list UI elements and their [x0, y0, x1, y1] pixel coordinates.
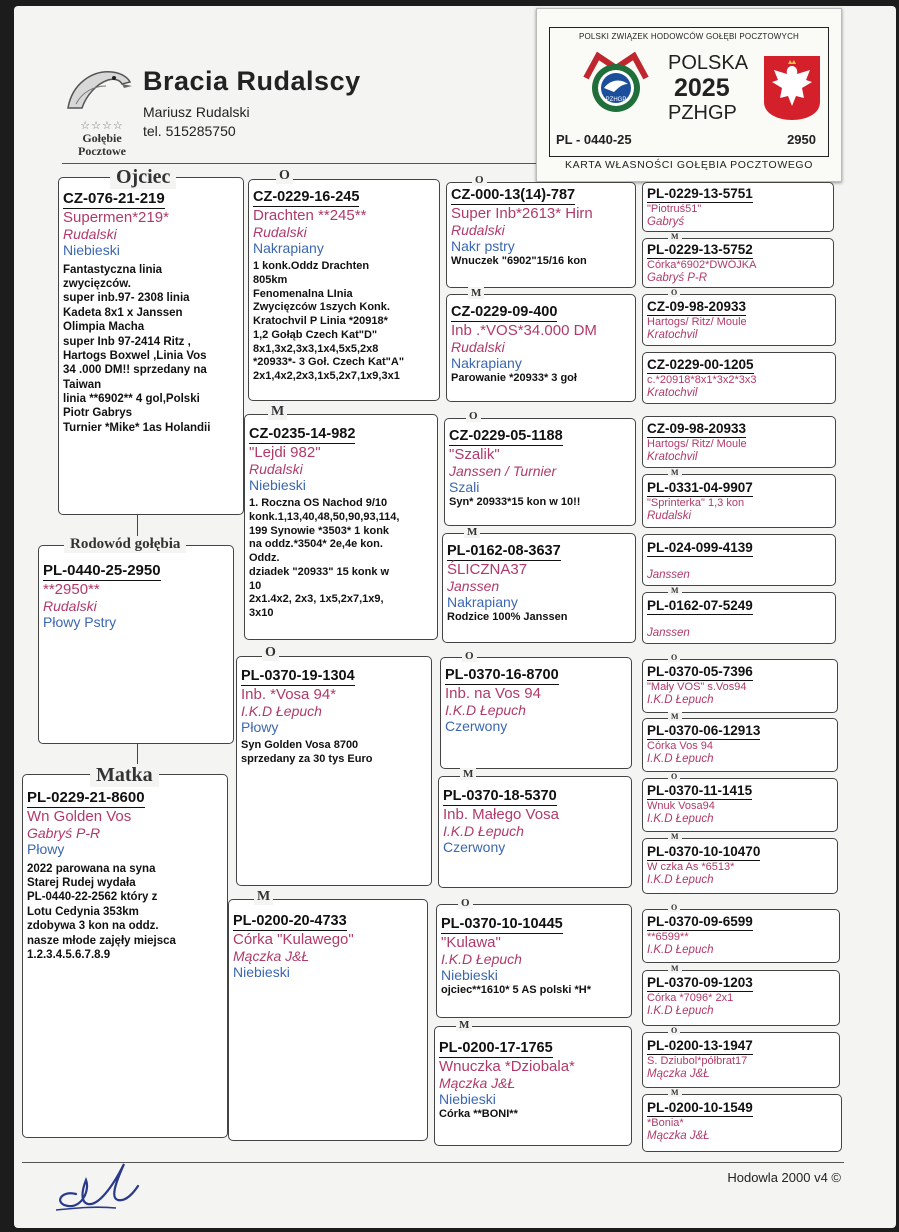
ancestor-gen3-3: [444, 418, 636, 526]
bird-color: Szali: [449, 479, 480, 496]
label-mother: Matka: [90, 764, 159, 787]
bird-name: Supermen*219*: [63, 208, 169, 226]
bird-breeder: Rudalski: [647, 509, 692, 522]
ring-number: PL-0229-13-5751: [647, 186, 753, 201]
sex-marker-m: M: [668, 232, 682, 241]
ancestor-gen4-1: [642, 182, 834, 232]
sex-marker-o: O: [466, 410, 481, 422]
bird-breeder: Janssen / Turnier: [449, 463, 557, 480]
bird-color: Płowy: [241, 719, 279, 736]
card-country: POLSKA: [668, 52, 749, 74]
bird-name: *Bonia*: [647, 1117, 684, 1129]
ring-number: PL-0229-13-5752: [647, 242, 753, 257]
ancestor-gen4-6: [642, 474, 836, 528]
sex-marker-m: M: [668, 712, 682, 721]
bird-breeder: Kratochvil: [647, 386, 698, 399]
bird-breeder: Rudalski: [451, 339, 505, 356]
bird-breeder: Kratochvil: [647, 450, 698, 463]
sex-marker-m: M: [268, 404, 287, 420]
ancestor-gen4-4: [642, 352, 836, 404]
sex-marker-o: O: [668, 772, 680, 781]
bird-color: Niebieski: [439, 1091, 496, 1108]
bird-description: Syn Golden Vosa 8700 sprzedany za 30 tys Euro: [241, 739, 373, 765]
bird-name: Inb .*VOS*34.000 DM: [451, 321, 597, 339]
pigeon-head-icon: [62, 64, 134, 114]
software-credit: Hodowla 2000 v4 ©: [727, 1170, 841, 1185]
label-pedigree: Rodowód gołębia: [64, 536, 186, 553]
ring-number: PL-0370-16-8700: [445, 667, 559, 683]
bird-breeder: Janssen: [647, 569, 690, 581]
sex-marker-m: M: [668, 1088, 682, 1097]
logo-stars: ☆☆☆☆: [80, 120, 124, 132]
ancestor-gen4-2: [642, 238, 834, 288]
ancestor-gen4-14: [642, 970, 840, 1026]
bird-breeder: Gabryś P-R: [647, 271, 708, 284]
sex-marker-o: O: [462, 650, 477, 662]
bird-breeder: I.K.D Łepuch: [647, 752, 714, 765]
ancestor-gen4-9: [642, 659, 838, 713]
ancestor-gen4-15: [642, 1032, 840, 1088]
bird-name: "Sprinterka" 1,3 kon: [647, 497, 745, 509]
bird-name: "Lejdi 982": [249, 443, 321, 461]
ring-number: CZ-0235-14-982: [249, 426, 356, 442]
bird-breeder: I.K.D Łepuch: [647, 1004, 714, 1017]
bird-name: Drachten **245**: [253, 206, 367, 224]
ancestor-gen4-7: [642, 534, 836, 586]
bird-breeder: Rudalski: [451, 222, 505, 239]
sex-marker-m: M: [468, 287, 484, 299]
bird-breeder: I.K.D Łepuch: [647, 943, 714, 956]
bird-description: Wnuczek "6902"15/16 kon: [451, 255, 587, 268]
bird-breeder: Janssen: [647, 627, 690, 639]
bird-name: Wn Golden Vos: [27, 807, 132, 825]
sex-marker-o: O: [668, 653, 680, 662]
footer-divider: [22, 1162, 844, 1163]
ancestor-gen4-16: [642, 1094, 842, 1152]
bird-description: Córka **BONI**: [439, 1108, 518, 1121]
bird-color: Niebieski: [441, 967, 498, 984]
bird-color: Niebieski: [233, 964, 290, 981]
bird-color: Nakr pstry: [451, 238, 515, 255]
ancestor-gen4-10: [642, 718, 838, 772]
ring-number: PL-0370-09-6599: [647, 914, 753, 929]
ring-number: PL-0370-19-1304: [241, 668, 355, 684]
ring-number: PL-0200-17-1765: [439, 1040, 553, 1056]
bird-breeder: Mączka J&Ł: [647, 1129, 710, 1142]
card-org: PZHGP: [668, 102, 737, 124]
bird-name: Córka Vos 94: [647, 740, 714, 752]
bird-name: "Mały VOS" s.Vos94: [647, 681, 747, 693]
bird-name: Córka*6902*DWÓJKA: [647, 259, 757, 271]
ring-number: PL-0200-20-4733: [233, 913, 347, 929]
mother-box: [22, 774, 228, 1138]
bird-name: Hartogs/ Ritz/ Moule: [647, 316, 747, 328]
bird-breeder: Gabryś: [647, 215, 685, 228]
ring-number: CZ-0229-09-400: [451, 304, 558, 320]
bird-name: "Szalik": [449, 445, 500, 463]
svg-text:PZHGP: PZHGP: [605, 97, 627, 103]
bird-name: ŚLICZNA37: [447, 560, 528, 578]
ring-number: PL-0370-11-1415: [647, 783, 753, 798]
ring-number: PL-0162-08-3637: [447, 543, 561, 559]
ancestor-gen3-5: [440, 657, 632, 769]
bird-color: Nakrapiany: [451, 355, 522, 372]
bird-name: c.*20918*8x1*3x2*3x3: [647, 374, 757, 386]
bird-breeder: Mączka J&Ł: [233, 948, 310, 965]
bird-breeder: Rudalski: [253, 224, 307, 241]
bird-name: Hartogs/ Ritz/ Moule: [647, 438, 747, 450]
ring-number: PL-0370-06-12913: [647, 723, 761, 738]
bird-description: 1. Roczna OS Nachod 9/10 konk.1,13,40,48,50,90,93,114, 199 Synowie *3503* 1 konk na oddz.*3504* 2e,4e kon. Oddz. dziadek "20933" 15 konk w 10 2x1.4x2, 2x3, 1x5,2x7,1x9, 3x10: [249, 497, 400, 620]
bird-breeder: I.K.D Łepuch: [445, 702, 526, 719]
bird-breeder: I.K.D Łepuch: [441, 951, 522, 968]
ring-number: CZ-09-98-20933: [647, 421, 747, 436]
pedigree-bird-box: [38, 545, 234, 744]
ownership-card: [536, 8, 842, 182]
ancestor-gen3-7: [436, 904, 632, 1018]
sex-marker-o: O: [458, 897, 473, 909]
ring-number: PL-0440-25-2950: [43, 562, 161, 579]
ring-number: PL-0200-13-1947: [647, 1038, 753, 1053]
bird-breeder: Mączka J&Ł: [439, 1075, 516, 1092]
grandfather-paternal-box: [248, 179, 440, 401]
ring-number: PL-024-099-4139: [647, 540, 753, 555]
grandmother-maternal-box: [228, 899, 428, 1141]
ring-number: CZ-000-13(14)-787: [451, 187, 576, 203]
bird-color: Nakrapiany: [447, 594, 518, 611]
bird-breeder: Rudalski: [63, 225, 117, 242]
bird-breeder: I.K.D Łepuch: [647, 812, 714, 825]
ring-number: PL-0200-10-1549: [647, 1100, 753, 1115]
bird-breeder: Rudalski: [249, 461, 303, 478]
ring-number: PL-0370-10-10470: [647, 844, 761, 859]
bird-breeder: Rudalski: [43, 597, 97, 614]
breeder-person: Mariusz Rudalski: [143, 104, 250, 120]
bird-name: "Kulawa": [441, 933, 501, 951]
bird-breeder: Gabryś P-R: [27, 824, 101, 841]
grandfather-maternal-box: [236, 656, 432, 886]
grandmother-paternal-box: [244, 414, 438, 640]
ancestor-gen4-11: [642, 778, 838, 832]
ancestor-gen3-1: [446, 182, 636, 288]
ring-number: CZ-0229-05-1188: [449, 428, 563, 444]
bird-description: 2022 parowana na syna Starej Rudej wydała PL-0440-22-2562 który z Lotu Cedynia 353km zdobywa 3 kon na oddz. nasze młode zajęły miejsca 1.2.3.4.5.6.7.8.9: [27, 862, 176, 961]
card-number: 2950: [787, 132, 816, 147]
father-box: [58, 177, 244, 515]
bird-breeder: Mączka J&Ł: [647, 1067, 710, 1080]
ring-number: PL-0162-07-5249: [647, 598, 753, 613]
sex-marker-o: O: [668, 288, 680, 297]
bird-name: Wnuk Vosa94: [647, 800, 715, 812]
bird-color: Czerwony: [443, 839, 506, 856]
signature-icon: [46, 1150, 142, 1216]
ring-number: PL-0370-10-10445: [441, 916, 563, 932]
sex-marker-o: O: [668, 903, 680, 912]
bird-breeder: I.K.D Łepuch: [443, 823, 524, 840]
bird-color: Płowy: [27, 840, 65, 857]
ring-number: PL-0331-04-9907: [647, 480, 753, 495]
ring-number: CZ-0229-16-245: [253, 189, 360, 205]
bird-name: Inb. Małego Vosa: [443, 805, 559, 823]
ancestor-gen4-5: [642, 416, 836, 468]
sex-marker-m: M: [668, 468, 682, 477]
bird-name: "Piotruś51": [647, 203, 702, 215]
sex-marker-m: M: [456, 1019, 472, 1031]
bird-breeder: I.K.D Łepuch: [647, 693, 714, 706]
bird-color: Niebieski: [63, 241, 120, 258]
bird-description: Fantastyczna linia zwycięzców. super inb.97- 2308 linia Kadeta 8x1 x Janssen Olimpia Macha super Inb 97-2414 Ritz , Hartogs Boxwel ,Linia Vos 34 .000 DM!! sprzedany na Taiwan linia **6902** 4 gol,Polski Piotr Gabrys Turnier *Mike* 1as Holandii: [63, 263, 211, 434]
bird-name: Inb. *Vosa 94*: [241, 685, 337, 703]
bird-name: Wnuczka *Dziobala*: [439, 1057, 575, 1075]
ring-number: CZ-076-21-219: [63, 190, 165, 207]
sex-marker-m: M: [254, 889, 273, 905]
bird-breeder: I.K.D Łepuch: [241, 703, 322, 720]
breeder-phone: tel. 515285750: [143, 123, 236, 139]
ancestor-gen4-12: [642, 838, 838, 894]
bird-name: **6599**: [647, 931, 689, 943]
bird-description: 1 konk.Oddz Drachten 805km Fenomenalna LInia Zwycięzców 1szych Konk. Kratochvil P Linia *20918* 1,2 Gołąb Czech Kat"D" 8x1,3x2,3x3,1x4,5x5,2x8 *20933*- 3 Goł. Czech Kat"A" 2x1,4x2,2x3,1x5,2x7,1x9,3x1: [253, 260, 405, 383]
bird-color: Niebieski: [249, 477, 306, 494]
bird-name: **2950**: [43, 580, 100, 598]
sex-marker-m: M: [668, 964, 682, 973]
ring-number: PL-0370-09-1203: [647, 975, 753, 990]
bird-description: Rodzice 100% Janssen: [447, 611, 568, 624]
sex-marker-o: O: [472, 174, 487, 186]
bird-name: S. Dziubol*półbrat17: [647, 1055, 748, 1067]
card-association: POLSKI ZWIĄZEK HODOWCÓW GOŁĘBI POCZTOWYCH: [578, 32, 800, 41]
ancestor-gen3-6: [438, 776, 632, 888]
ancestor-gen3-4: [442, 533, 636, 643]
card-year: 2025: [674, 74, 730, 102]
bird-name: Super Inb*2613* Hirn: [451, 204, 593, 222]
logo-text: Gołębie Pocztowe: [78, 131, 126, 158]
card-frame: [549, 27, 829, 157]
sex-marker-m: M: [668, 832, 682, 841]
bird-color: Nakrapiany: [253, 240, 324, 257]
ancestor-gen4-8: [642, 592, 836, 644]
bird-breeder: I.K.D Łepuch: [647, 873, 714, 886]
bird-color: Czerwony: [445, 718, 508, 735]
ancestor-gen4-13: [642, 909, 840, 963]
ring-number: CZ-09-98-20933: [647, 299, 747, 314]
breeder-title: Bracia Rudalscy: [143, 66, 361, 96]
card-ring: PL - 0440-25: [556, 132, 632, 147]
bird-description: ojciec**1610* 5 AS polski *H*: [441, 984, 592, 997]
ancestor-gen3-8: [434, 1026, 632, 1146]
bird-breeder: Janssen: [447, 578, 500, 595]
sex-marker-o: O: [276, 168, 293, 184]
sex-marker-m: M: [668, 586, 682, 595]
pzhgp-emblem-icon: [578, 48, 654, 120]
sex-marker-m: M: [460, 768, 476, 780]
ring-number: PL-0370-05-7396: [647, 664, 753, 679]
ancestor-gen3-2: [446, 294, 636, 402]
sex-marker-m: M: [464, 526, 480, 538]
bird-description: Syn* 20933*15 kon w 10!!: [449, 496, 581, 509]
ring-number: PL-0229-21-8600: [27, 789, 145, 806]
card-caption: KARTA WŁASNOŚCI GOŁĘBIA POCZTOWEGO: [565, 159, 813, 171]
label-father: Ojciec: [110, 166, 176, 189]
bird-name: Inb. na Vos 94: [445, 684, 541, 702]
ancestor-gen4-3: [642, 294, 836, 346]
sex-marker-o: O: [262, 645, 279, 661]
bird-color: Płowy Pstry: [43, 613, 117, 630]
bird-name: Córka *7096* 2x1: [647, 992, 734, 1004]
sex-marker-o: O: [668, 1026, 680, 1035]
club-logo: [62, 64, 142, 158]
bird-description: Parowanie *20933* 3 goł: [451, 372, 577, 385]
bird-name: Córka "Kulawego": [233, 930, 354, 948]
polish-eagle-icon: [760, 54, 824, 122]
bird-breeder: Kratochvil: [647, 328, 698, 341]
bird-name: W czka As *6513*: [647, 861, 735, 873]
ring-number: PL-0370-18-5370: [443, 788, 557, 804]
ring-number: CZ-0229-00-1205: [647, 357, 754, 372]
